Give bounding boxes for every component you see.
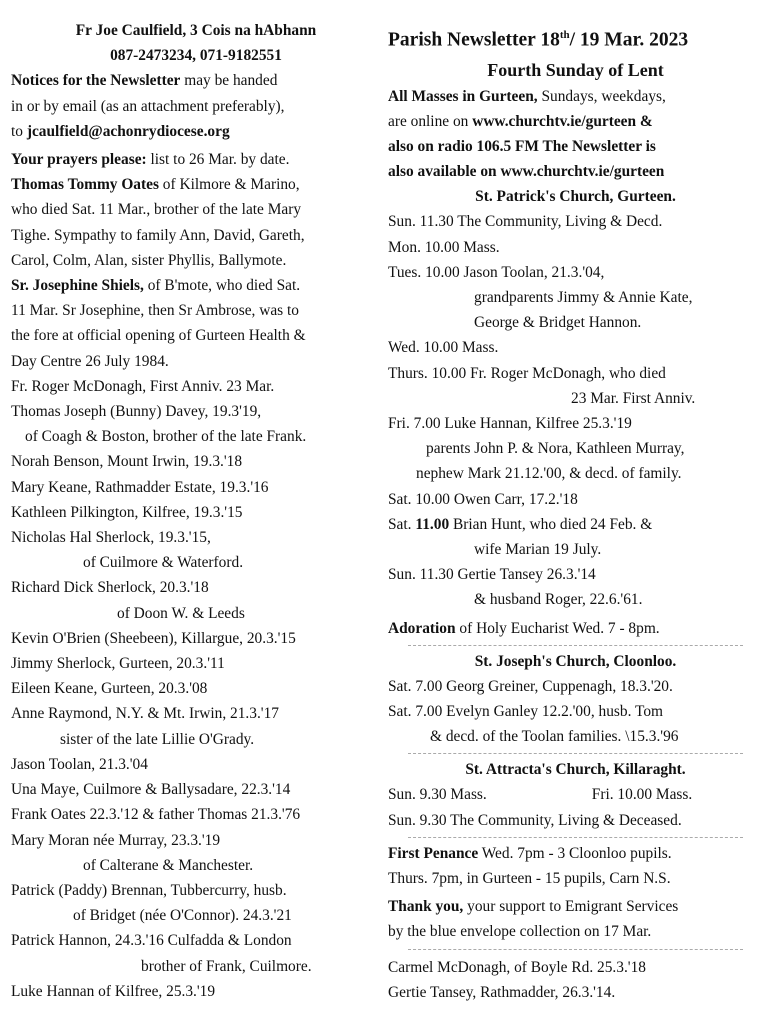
title-sup: th bbox=[559, 29, 570, 41]
list-item: Mon. 10.00 Mass. bbox=[388, 238, 500, 256]
st-attracta-heading: St. Attracta's Church, Killaraght. bbox=[465, 761, 686, 779]
attracta-line-2: Sun. 9.30 The Community, Living & Deceased. bbox=[388, 811, 682, 829]
divider bbox=[408, 645, 743, 646]
adoration-text: of Holy Eucharist Wed. 7 - 8pm. bbox=[455, 619, 660, 637]
list-item: Patrick (Paddy) Brennan, Tubbercurry, husb. bbox=[11, 881, 287, 899]
thanks-line-1 bbox=[388, 894, 763, 919]
list-item: sister of the late Lillie O'Grady. bbox=[60, 730, 255, 748]
list-item: Jimmy Sherlock, Gurteen, 20.3.'11 bbox=[11, 655, 225, 673]
st-joseph-schedule bbox=[388, 674, 763, 750]
attracta-line-1 bbox=[388, 782, 763, 807]
st-joseph-heading: St. Joseph's Church, Cloonloo. bbox=[474, 652, 677, 670]
oates-line-3: Tighe. Sympathy to family Ann, David, Gareth, bbox=[11, 226, 305, 244]
list-item: Sun. 11.30 The Community, Living & Decd. bbox=[388, 213, 663, 231]
shiels-line-1 bbox=[11, 273, 381, 298]
notices-line-1 bbox=[11, 68, 381, 93]
notices-label: Notices for the Newsletter bbox=[11, 72, 181, 90]
penance-text-1: Wed. 7pm - 3 Cloonloo pupils. bbox=[478, 844, 672, 862]
sat-label: Sat. bbox=[388, 515, 416, 533]
penance-line-1 bbox=[388, 841, 763, 866]
list-item: Kathleen Pilkington, Kilfree, 19.3.'15 bbox=[11, 503, 243, 521]
notices-to: to bbox=[11, 122, 27, 140]
prayers-label: Your prayers please: bbox=[11, 151, 147, 169]
sat-11-text: Brian Hunt, who died 24 Feb. & bbox=[449, 515, 653, 533]
list-item: wife Marian 19 July. bbox=[474, 540, 602, 558]
notices-email[interactable]: jcaulfield@achonrydiocese.org bbox=[26, 122, 230, 140]
divider bbox=[408, 949, 743, 950]
list-item: parents John P. & Nora, Kathleen Murray, bbox=[426, 440, 685, 458]
list-item: & decd. of the Toolan families. \15.3.'96 bbox=[430, 728, 679, 746]
penance-label: First Penance bbox=[388, 844, 479, 862]
notices-line-3 bbox=[11, 119, 381, 144]
online-text-1: Sundays, weekdays, bbox=[537, 87, 666, 105]
list-item: & husband Roger, 22.6.'61. bbox=[474, 591, 643, 609]
liturgical-subtitle: Fourth Sunday of Lent bbox=[487, 59, 664, 80]
final-anniversaries bbox=[388, 955, 763, 1005]
list-item: Sat. 7.00 Georg Greiner, Cuppenagh, 18.3.'20. bbox=[388, 677, 673, 695]
oates-text-1: of Kilmore & Marino, bbox=[158, 176, 300, 194]
list-item: George & Bridget Hannon. bbox=[474, 314, 642, 332]
thanks-label: Thank you, bbox=[388, 898, 464, 916]
online-line-3: also on radio 106.5 FM The Newsletter is bbox=[388, 137, 656, 155]
list-item: Sat. 10.00 Owen Carr, 17.2.'18 bbox=[388, 490, 578, 508]
oates-line-4: Carol, Colm, Alan, sister Phyllis, Ballymote. bbox=[11, 251, 287, 269]
list-item: Mary Keane, Rathmadder Estate, 19.3.'16 bbox=[11, 478, 269, 496]
list-item: Patrick Hannon, 24.3.'16 Culfadda & London bbox=[11, 932, 292, 950]
list-item: Kevin O'Brien (Sheebeen), Killargue, 20.3.'15 bbox=[11, 629, 296, 647]
list-item: Tues. 10.00 Jason Toolan, 21.3.'04, bbox=[388, 263, 605, 281]
st-patrick-schedule-2 bbox=[388, 537, 763, 613]
shiels-line-4: Day Centre 26 July 1984. bbox=[11, 352, 169, 370]
list-item: Thurs. 10.00 Fr. Roger McDonagh, who died bbox=[388, 364, 666, 382]
online-text-2a: are online on bbox=[388, 112, 473, 130]
divider bbox=[408, 837, 743, 838]
priest-name-address: Fr Joe Caulfield, 3 Cois na hAbhann bbox=[75, 22, 317, 39]
online-line-4: also available on www.churchtv.ie/gurteen bbox=[388, 163, 665, 181]
online-line-2 bbox=[388, 109, 763, 134]
shiels-name: Sr. Josephine Shiels, bbox=[11, 277, 144, 295]
list-item: Una Maye, Cuilmore & Ballysadare, 22.3.'14 bbox=[11, 781, 291, 799]
attracta-sun: Sun. 9.30 Mass. bbox=[388, 786, 487, 804]
title-part-b: / 19 Mar. 2023 bbox=[569, 29, 689, 51]
newsletter-title bbox=[388, 20, 763, 56]
attracta-fri: Fri. 10.00 Mass. bbox=[591, 786, 693, 804]
list-item: Sun. 11.30 Gertie Tansey 26.3.'14 bbox=[388, 566, 596, 584]
oates-line-1 bbox=[11, 172, 381, 197]
thanks-line-2: by the blue envelope collection on 17 Mar. bbox=[388, 923, 652, 941]
prayers-text: list to 26 Mar. by date. bbox=[146, 151, 290, 169]
list-item: Anne Raymond, N.Y. & Mt. Irwin, 21.3.'17 bbox=[11, 705, 279, 723]
divider bbox=[408, 753, 743, 754]
online-line-1 bbox=[388, 84, 763, 109]
title-part-a: Parish Newsletter 18 bbox=[388, 29, 560, 51]
list-item: Luke Hannan of Kilfree, 25.3.'19 bbox=[11, 982, 216, 1000]
list-item: Wed. 10.00 Mass. bbox=[388, 339, 499, 357]
oates-line-2: who died Sat. 11 Mar., brother of the late Mary bbox=[11, 201, 302, 219]
anniversary-list bbox=[11, 374, 381, 1004]
list-item: Sat. 7.00 Evelyn Ganley 12.2.'00, husb. Tom bbox=[388, 702, 664, 720]
list-item: Fri. 7.00 Luke Hannan, Kilfree 25.3.'19 bbox=[388, 414, 632, 432]
sat-11-time: 11.00 bbox=[415, 515, 450, 533]
online-label: All Masses in Gurteen, bbox=[388, 87, 538, 105]
adoration-line bbox=[388, 616, 763, 641]
churchtv-link[interactable]: www.churchtv.ie/gurteen & bbox=[472, 112, 653, 130]
notices-line-2: in or by email (as an attachment preferably), bbox=[11, 97, 285, 115]
priest-phone: 087-2473234, 071-9182551 bbox=[110, 47, 282, 65]
list-item: grandparents Jimmy & Annie Kate, bbox=[474, 288, 693, 306]
thanks-text-1: your support to Emigrant Services bbox=[463, 898, 679, 916]
list-item: Richard Dick Sherlock, 20.3.'18 bbox=[11, 579, 209, 597]
list-item: nephew Mark 21.12.'00, & decd. of family. bbox=[416, 465, 682, 483]
list-item: Mary Moran née Murray, 23.3.'19 bbox=[11, 831, 221, 849]
shiels-line-3: the fore at official opening of Gurteen Health & bbox=[11, 327, 306, 345]
sat-11-line bbox=[388, 512, 763, 537]
list-item: Thomas Joseph (Bunny) Davey, 19.3'19, bbox=[11, 403, 262, 421]
adoration-label: Adoration bbox=[388, 619, 456, 637]
st-patrick-schedule bbox=[388, 209, 763, 511]
list-item: Nicholas Hal Sherlock, 19.3.'15, bbox=[11, 529, 211, 547]
list-item: Jason Toolan, 21.3.'04 bbox=[11, 755, 148, 773]
list-item: Carmel McDonagh, of Boyle Rd. 25.3.'18 bbox=[388, 958, 646, 976]
list-item: 23 Mar. First Anniv. bbox=[571, 389, 696, 407]
shiels-line-2: 11 Mar. Sr Josephine, then Sr Ambrose, was to bbox=[11, 302, 299, 320]
list-item: of Cuilmore & Waterford. bbox=[83, 554, 244, 572]
list-item: of Bridget (née O'Connor). 24.3.'21 bbox=[73, 907, 292, 925]
list-item: Frank Oates 22.3.'12 & father Thomas 21.3.'76 bbox=[11, 806, 301, 824]
list-item: of Doon W. & Leeds bbox=[117, 604, 245, 622]
notices-text-1: may be handed bbox=[180, 72, 278, 90]
list-item: Norah Benson, Mount Irwin, 19.3.'18 bbox=[11, 453, 243, 471]
st-patrick-heading: St. Patrick's Church, Gurteen. bbox=[475, 188, 676, 206]
shiels-text-1: of B'mote, who died Sat. bbox=[143, 277, 301, 295]
list-item: Gertie Tansey, Rathmadder, 26.3.'14. bbox=[388, 983, 616, 1001]
list-item: brother of Frank, Cuilmore. bbox=[141, 957, 312, 975]
list-item: of Calterane & Manchester. bbox=[83, 856, 254, 874]
list-item: Eileen Keane, Gurteen, 20.3.'08 bbox=[11, 680, 208, 698]
prayers-line bbox=[11, 147, 381, 172]
list-item: of Coagh & Boston, brother of the late Frank. bbox=[25, 428, 307, 446]
left-column bbox=[11, 18, 381, 1004]
list-item: Fr. Roger McDonagh, First Anniv. 23 Mar. bbox=[11, 377, 275, 395]
penance-line-2: Thurs. 7pm, in Gurteen - 15 pupils, Carn N.S. bbox=[388, 869, 671, 887]
right-column bbox=[388, 20, 763, 1005]
oates-name: Thomas Tommy Oates bbox=[11, 176, 159, 194]
